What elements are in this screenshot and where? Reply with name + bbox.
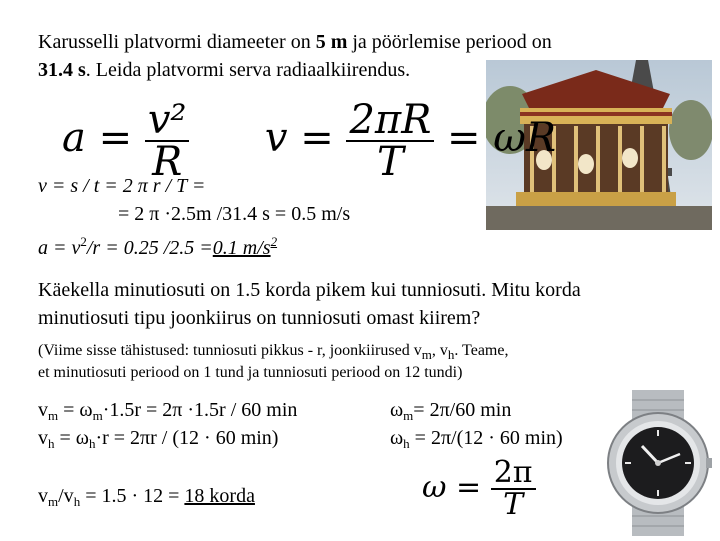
wm-w: ω	[390, 399, 404, 421]
wh-rest: = 2π/(12 · 60 min)	[409, 427, 563, 449]
problem1-text-a: Karusselli platvormi diameeter on	[38, 31, 316, 53]
solution2-wh	[390, 424, 563, 458]
ratio-answer: 18 korda	[184, 485, 255, 507]
formula1-eq1: =	[98, 115, 133, 161]
vm-sub: m	[48, 408, 59, 423]
diameter-value: 5 m	[315, 31, 348, 53]
formula1-frac1	[145, 97, 190, 185]
ratio-sub1: m	[48, 494, 59, 509]
solution1-a-eq: a = v	[38, 237, 81, 259]
vh-v: v	[38, 427, 48, 449]
vh-sub2: h	[88, 436, 96, 451]
formula1-frac2	[346, 97, 434, 185]
wm-rest: = 2π/60 min	[413, 399, 512, 421]
formula1-den2: T	[377, 139, 404, 185]
formula1-v: v	[264, 115, 288, 161]
wristwatch-photo	[598, 390, 714, 536]
formula1-den1: R	[152, 139, 183, 185]
ratio-rest: = 1.5 · 12 =	[80, 485, 185, 507]
formula-angular-velocity	[422, 455, 536, 522]
formula1-num1: v²	[145, 100, 190, 142]
note1-post: . Teame,	[454, 342, 509, 359]
note1-sub-m: m	[421, 347, 432, 362]
solution2-vh	[38, 424, 278, 458]
ratio-v1: v	[38, 485, 48, 507]
vh-sub: h	[48, 436, 55, 451]
solution1-line1: v = s / t = 2 π r / T =	[38, 175, 206, 197]
solution1-mid: /r = 0.25 /2.5 =	[86, 237, 213, 259]
vm-rest: ·1.5r = 2π ·1.5r / 60 min	[102, 399, 298, 421]
ratio-sub2: h	[73, 494, 81, 509]
ratio-mid: /v	[58, 485, 74, 507]
formula2-eq: =	[456, 470, 482, 505]
vm-sub2: m	[92, 408, 103, 423]
formula1-a: a	[62, 115, 86, 161]
note1-mid: , v	[431, 342, 448, 359]
wh-w: ω	[390, 427, 404, 449]
solution1-line3	[38, 228, 277, 262]
problem2-line2: minutiosuti tipu joonkiirus on tunniosuti omast kiirem?	[38, 307, 481, 329]
problem1-text-b: ja pöörlemise periood on	[347, 31, 552, 53]
vm-mid: = ω	[58, 399, 93, 421]
note1-pre: (Viime sisse tähistused: tunniosuti pikkus - r, joonkiirused v	[38, 342, 422, 359]
wh-sub: h	[403, 436, 410, 451]
formula1-num2: 2πR	[346, 100, 434, 142]
formula-centripetal	[62, 97, 556, 185]
solution1-sup: 2	[80, 234, 87, 249]
formula2-num: 2π	[491, 458, 536, 490]
wm-sub: m	[403, 408, 414, 423]
problem1-line2	[38, 56, 410, 84]
problem2-note2: et minutiosuti periood on 1 tund ja tunniosuti periood on 12 tundi)	[38, 364, 463, 381]
problem2-line1: Käekella minutiosuti on 1.5 korda pikem kui tunniosuti. Mitu korda	[38, 279, 581, 301]
vm-v: v	[38, 399, 48, 421]
vh-rest: ·r = 2πr / (12 · 60 min)	[95, 427, 279, 449]
formula2-den: T	[503, 487, 524, 522]
problem1-text-c: . Leida platvormi serva radiaalkiirendus.	[85, 59, 411, 81]
solution1-line2: = 2 π ·2.5m /31.4 s = 0.5 m/s	[118, 203, 351, 225]
formula2-w: ω	[422, 470, 447, 505]
formula1-rhs: ωR	[493, 115, 556, 161]
vh-mid: = ω	[54, 427, 89, 449]
solution1-answer-sup: 2	[270, 234, 278, 249]
formula1-eq2: =	[300, 115, 334, 161]
solution1-answer: 0.1 m/s	[212, 237, 271, 259]
problem1-line1	[38, 28, 552, 56]
formula1-eq3: =	[447, 115, 481, 161]
formula2-frac	[491, 455, 536, 522]
period-value: 31.4 s	[38, 59, 86, 81]
note1-sub-h: h	[447, 347, 455, 362]
solution2-ratio	[38, 482, 255, 516]
